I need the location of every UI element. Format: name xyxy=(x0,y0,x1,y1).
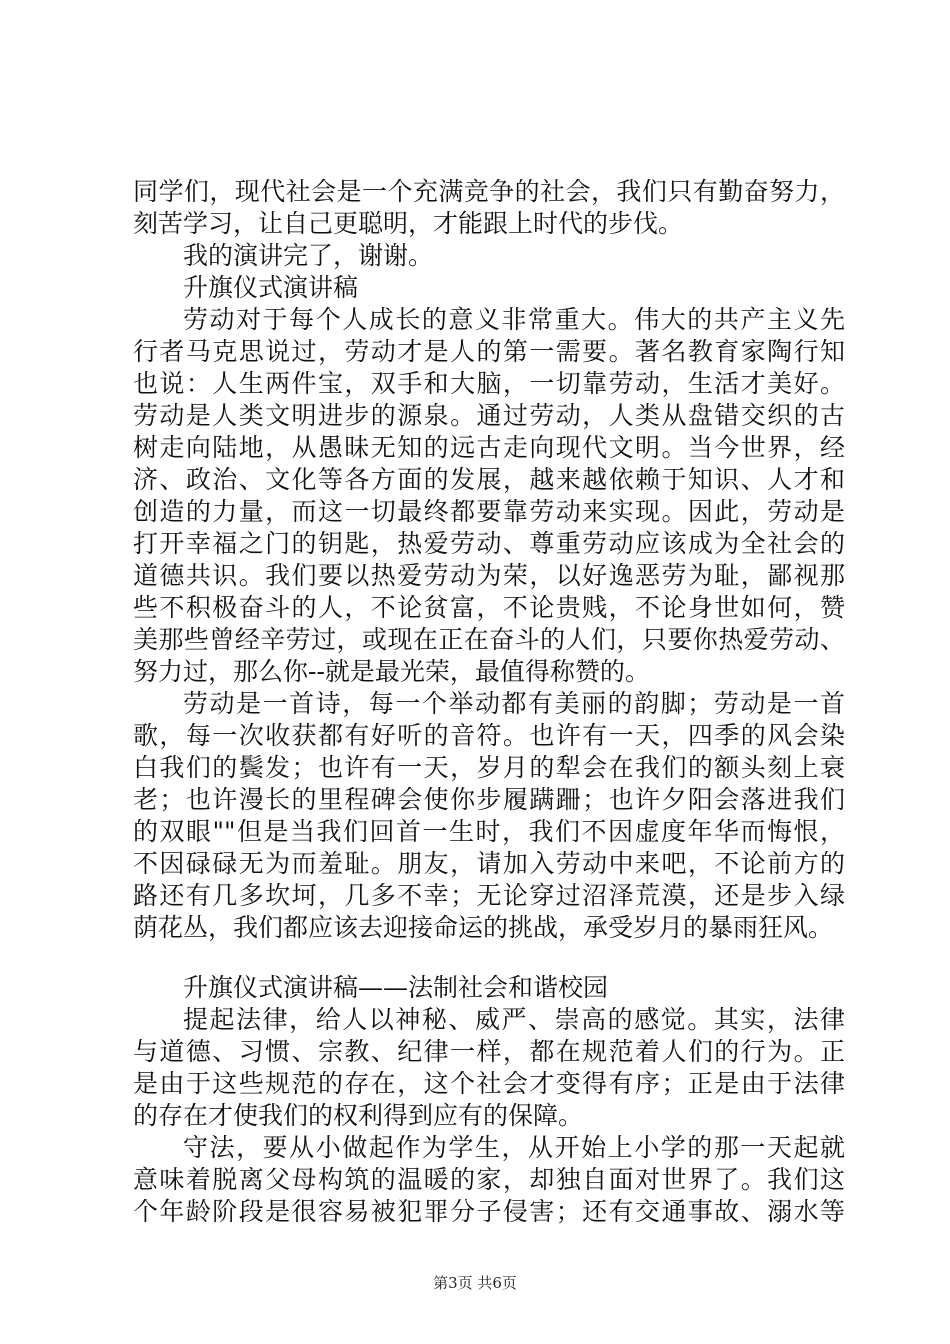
text-line: 劳动对于每个人成长的意义非常重大。伟大的共产主义先 xyxy=(183,305,845,334)
text-line: 劳动是人类文明进步的源泉。通过劳动，人类从盘错交织的古 xyxy=(133,401,845,430)
text-line: 老；也许漫长的里程碑会使你步履蹒跚；也许夕阳会落进我们 xyxy=(133,785,845,814)
text-line: 是由于这些规范的存在，这个社会才变得有序；正是由于法律 xyxy=(133,1069,845,1098)
text-line: 劳动是一首诗，每一个举动都有美丽的韵脚；劳动是一首 xyxy=(183,689,845,718)
text-line: 同学们，现代社会是一个充满竞争的社会，我们只有勤奋努力， xyxy=(133,177,845,206)
text-line: 刻苦学习，让自己更聪明，才能跟上时代的步伐。 xyxy=(133,209,684,238)
text-line: 提起法律，给人以神秘、威严、崇高的感觉。其实，法律 xyxy=(183,1005,845,1034)
section-heading: 升旗仪式演讲稿 xyxy=(183,273,359,302)
document-body xyxy=(133,176,845,1228)
text-line: 不因碌碌无为而羞耻。朋友，请加入劳动中来吧，不论前方的 xyxy=(133,849,845,878)
paragraph-gap xyxy=(133,944,845,972)
text-line: 意味着脱离父母构筑的温暖的家，却独自面对世界了。我们这 xyxy=(133,1165,845,1194)
text-line: 创造的力量，而这一切最终都要靠劳动来实现。因此，劳动是 xyxy=(133,497,845,526)
text-line: 道德共识。我们要以热爱劳动为荣，以好逸恶劳为耻，鄙视那 xyxy=(133,561,845,590)
text-line: 与道德、习惯、宗教、纪律一样，都在规范着人们的行为。正 xyxy=(133,1037,845,1066)
text-line: 白我们的鬓发；也许有一天，岁月的犁会在我们的额头刻上衰 xyxy=(133,753,845,782)
closing-remark: 我的演讲完了，谢谢。 xyxy=(183,241,434,270)
text-line: 个年龄阶段是很容易被犯罪分子侵害；还有交通事故、溺水等 xyxy=(133,1197,845,1226)
text-line: 的存在才使我们的权利得到应有的保障。 xyxy=(133,1101,584,1130)
text-line: 努力过，那么你--就是最光荣，最值得称赞的。 xyxy=(133,657,650,686)
text-line: 美那些曾经辛劳过，或现在正在奋斗的人们，只要你热爱劳动、 xyxy=(133,625,845,654)
text-line: 行者马克思说过，劳动才是人的第一需要。著名教育家陶行知 xyxy=(133,337,845,366)
text-line: 荫花丛，我们都应该去迎接命运的挑战，承受岁月的暴雨狂风。 xyxy=(133,913,834,942)
text-line: 路还有几多坎坷，几多不幸；无论穿过沼泽荒漠，还是步入绿 xyxy=(133,881,845,910)
text-line: 打开幸福之门的钥匙，热爱劳动、尊重劳动应该成为全社会的 xyxy=(133,529,845,558)
text-line: 树走向陆地，从愚昧无知的远古走向现代文明。当今世界，经 xyxy=(133,433,845,462)
text-line: 歌，每一次收获都有好听的音符。也许有一天，四季的风会染 xyxy=(133,721,845,750)
text-line: 也说：人生两件宝，双手和大脑，一切靠劳动，生活才美好。 xyxy=(133,369,845,398)
text-line: 济、政治、文化等各方面的发展，越来越依赖于知识、人才和 xyxy=(133,465,845,494)
text-line: 些不积极奋斗的人，不论贫富，不论贵贱，不论身世如何，赞 xyxy=(133,593,845,622)
text-line: 的双眼""但是当我们回首一生时，我们不因虚度年华而悔恨， xyxy=(133,817,845,846)
page-number: 第3页 共6页 xyxy=(433,1274,517,1292)
section-heading: 升旗仪式演讲稿——法制社会和谐校园 xyxy=(183,973,609,1002)
text-line: 守法，要从小做起作为学生，从开始上小学的那一天起就 xyxy=(183,1133,845,1162)
